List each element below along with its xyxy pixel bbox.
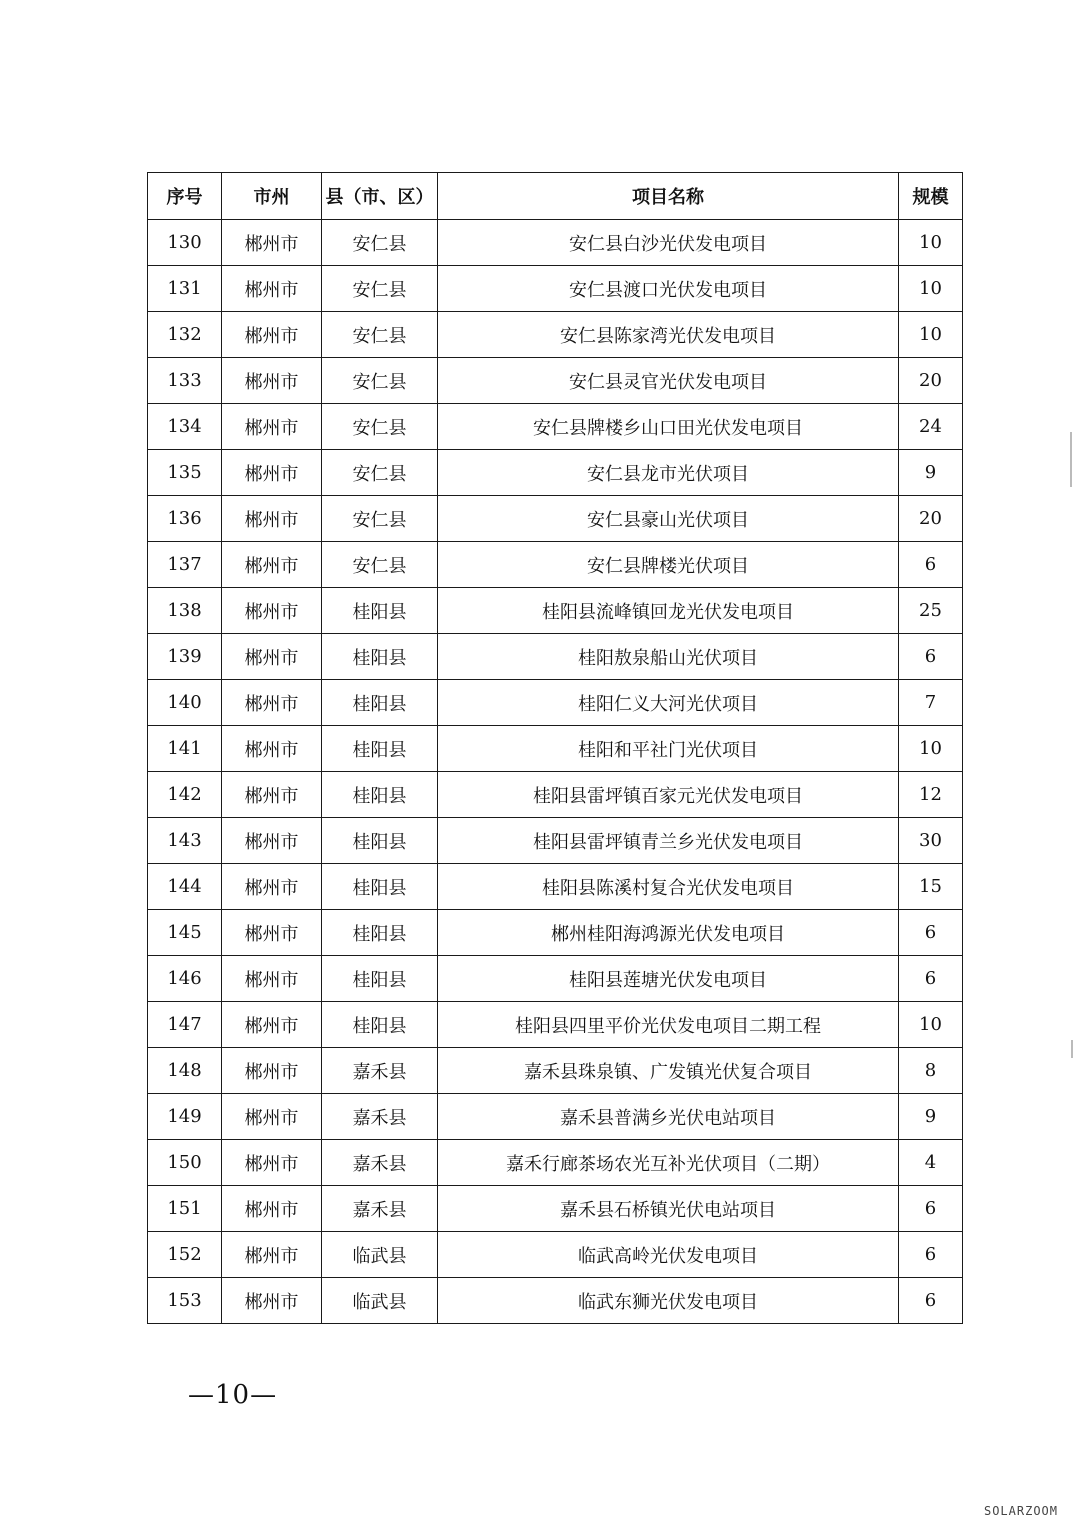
table-row (148, 1232, 963, 1278)
table-row (148, 220, 963, 266)
cell-project-name: 桂阳县莲塘光伏发电项目 (438, 956, 899, 1002)
cell-city: 郴州市 (222, 404, 322, 450)
cell-county: 桂阳县 (322, 680, 438, 726)
cell-serial: 149 (148, 1094, 222, 1140)
scan-edge-mark (1071, 1040, 1073, 1058)
cell-county: 桂阳县 (322, 588, 438, 634)
header-city: 市州 (222, 173, 322, 220)
cell-city: 郴州市 (222, 772, 322, 818)
cell-serial: 145 (148, 910, 222, 956)
cell-serial: 146 (148, 956, 222, 1002)
cell-county: 临武县 (322, 1278, 438, 1324)
header-serial: 序号 (148, 173, 222, 220)
cell-serial: 132 (148, 312, 222, 358)
watermark: SOLARZOOM (983, 1504, 1058, 1518)
cell-county: 桂阳县 (322, 910, 438, 956)
cell-city: 郴州市 (222, 818, 322, 864)
cell-serial: 148 (148, 1048, 222, 1094)
cell-scale: 6 (899, 1278, 963, 1324)
header-row (148, 173, 963, 220)
cell-project-name: 安仁县渡口光伏发电项目 (438, 266, 899, 312)
cell-project-name: 桂阳县流峰镇回龙光伏发电项目 (438, 588, 899, 634)
cell-serial: 150 (148, 1140, 222, 1186)
cell-scale: 10 (899, 1002, 963, 1048)
table-row (148, 1002, 963, 1048)
cell-scale: 30 (899, 818, 963, 864)
cell-city: 郴州市 (222, 726, 322, 772)
table-body (148, 220, 963, 1324)
cell-serial: 141 (148, 726, 222, 772)
cell-scale: 6 (899, 1186, 963, 1232)
cell-city: 郴州市 (222, 1094, 322, 1140)
cell-county: 安仁县 (322, 312, 438, 358)
table-row (148, 542, 963, 588)
cell-county: 安仁县 (322, 266, 438, 312)
header-county: 县（市、区） (322, 173, 438, 220)
page-number: —10— (188, 1380, 278, 1410)
table-row (148, 818, 963, 864)
cell-scale: 6 (899, 956, 963, 1002)
cell-city: 郴州市 (222, 1232, 322, 1278)
cell-county: 桂阳县 (322, 956, 438, 1002)
cell-county: 安仁县 (322, 404, 438, 450)
cell-serial: 136 (148, 496, 222, 542)
cell-city: 郴州市 (222, 1140, 322, 1186)
cell-scale: 20 (899, 496, 963, 542)
cell-scale: 6 (899, 542, 963, 588)
cell-serial: 140 (148, 680, 222, 726)
cell-serial: 130 (148, 220, 222, 266)
cell-county: 安仁县 (322, 220, 438, 266)
cell-serial: 142 (148, 772, 222, 818)
table-row (148, 910, 963, 956)
cell-county: 嘉禾县 (322, 1048, 438, 1094)
cell-serial: 138 (148, 588, 222, 634)
cell-scale: 15 (899, 864, 963, 910)
cell-city: 郴州市 (222, 312, 322, 358)
cell-serial: 137 (148, 542, 222, 588)
cell-county: 嘉禾县 (322, 1094, 438, 1140)
table-row (148, 1140, 963, 1186)
table-row (148, 312, 963, 358)
cell-scale: 12 (899, 772, 963, 818)
table-row (148, 1094, 963, 1140)
cell-city: 郴州市 (222, 864, 322, 910)
cell-serial: 131 (148, 266, 222, 312)
cell-county: 桂阳县 (322, 864, 438, 910)
table-row (148, 496, 963, 542)
cell-city: 郴州市 (222, 588, 322, 634)
table-header (148, 173, 963, 220)
cell-scale: 6 (899, 634, 963, 680)
cell-city: 郴州市 (222, 266, 322, 312)
cell-scale: 9 (899, 450, 963, 496)
cell-serial: 152 (148, 1232, 222, 1278)
cell-county: 临武县 (322, 1232, 438, 1278)
cell-county: 桂阳县 (322, 634, 438, 680)
table-row (148, 864, 963, 910)
cell-serial: 144 (148, 864, 222, 910)
cell-project-name: 桂阳县四里平价光伏发电项目二期工程 (438, 1002, 899, 1048)
cell-county: 嘉禾县 (322, 1186, 438, 1232)
cell-project-name: 桂阳和平社门光伏项目 (438, 726, 899, 772)
cell-county: 安仁县 (322, 450, 438, 496)
cell-scale: 9 (899, 1094, 963, 1140)
cell-county: 桂阳县 (322, 1002, 438, 1048)
table-row (148, 726, 963, 772)
cell-city: 郴州市 (222, 542, 322, 588)
cell-scale: 6 (899, 910, 963, 956)
project-table (147, 172, 963, 1324)
cell-scale: 20 (899, 358, 963, 404)
cell-project-name: 桂阳县雷坪镇青兰乡光伏发电项目 (438, 818, 899, 864)
cell-project-name: 郴州桂阳海鸿源光伏发电项目 (438, 910, 899, 956)
cell-city: 郴州市 (222, 1048, 322, 1094)
cell-county: 安仁县 (322, 542, 438, 588)
cell-project-name: 嘉禾县石桥镇光伏电站项目 (438, 1186, 899, 1232)
cell-project-name: 嘉禾行廊茶场农光互补光伏项目（二期） (438, 1140, 899, 1186)
scan-edge-mark (1070, 432, 1072, 487)
cell-project-name: 安仁县豪山光伏项目 (438, 496, 899, 542)
cell-project-name: 安仁县牌楼乡山口田光伏发电项目 (438, 404, 899, 450)
cell-county: 安仁县 (322, 358, 438, 404)
cell-serial: 147 (148, 1002, 222, 1048)
cell-city: 郴州市 (222, 358, 322, 404)
cell-project-name: 桂阳仁义大河光伏项目 (438, 680, 899, 726)
header-project-name: 项目名称 (438, 173, 899, 220)
cell-city: 郴州市 (222, 1278, 322, 1324)
cell-county: 桂阳县 (322, 772, 438, 818)
cell-city: 郴州市 (222, 1002, 322, 1048)
cell-serial: 151 (148, 1186, 222, 1232)
cell-serial: 143 (148, 818, 222, 864)
table-row (148, 404, 963, 450)
cell-scale: 10 (899, 266, 963, 312)
cell-serial: 133 (148, 358, 222, 404)
cell-serial: 153 (148, 1278, 222, 1324)
cell-scale: 6 (899, 1232, 963, 1278)
table-row (148, 588, 963, 634)
cell-scale: 24 (899, 404, 963, 450)
cell-project-name: 临武东狮光伏发电项目 (438, 1278, 899, 1324)
table-row (148, 634, 963, 680)
cell-city: 郴州市 (222, 496, 322, 542)
header-scale: 规模 (899, 173, 963, 220)
cell-project-name: 安仁县白沙光伏发电项目 (438, 220, 899, 266)
table-row (148, 266, 963, 312)
cell-county: 桂阳县 (322, 818, 438, 864)
cell-city: 郴州市 (222, 956, 322, 1002)
cell-county: 安仁县 (322, 496, 438, 542)
cell-serial: 134 (148, 404, 222, 450)
cell-scale: 10 (899, 726, 963, 772)
cell-city: 郴州市 (222, 910, 322, 956)
cell-project-name: 安仁县龙市光伏项目 (438, 450, 899, 496)
table-row (148, 680, 963, 726)
cell-project-name: 桂阳县陈溪村复合光伏发电项目 (438, 864, 899, 910)
cell-serial: 135 (148, 450, 222, 496)
table-row (148, 1048, 963, 1094)
table-row (148, 1186, 963, 1232)
table-row (148, 450, 963, 496)
cell-project-name: 桂阳县雷坪镇百家元光伏发电项目 (438, 772, 899, 818)
cell-project-name: 嘉禾县普满乡光伏电站项目 (438, 1094, 899, 1140)
cell-project-name: 嘉禾县珠泉镇、广发镇光伏复合项目 (438, 1048, 899, 1094)
cell-scale: 8 (899, 1048, 963, 1094)
cell-city: 郴州市 (222, 634, 322, 680)
cell-county: 嘉禾县 (322, 1140, 438, 1186)
cell-project-name: 安仁县陈家湾光伏发电项目 (438, 312, 899, 358)
table-row (148, 772, 963, 818)
table-row (148, 1278, 963, 1324)
table-row (148, 956, 963, 1002)
cell-scale: 10 (899, 312, 963, 358)
cell-city: 郴州市 (222, 680, 322, 726)
cell-scale: 4 (899, 1140, 963, 1186)
cell-county: 桂阳县 (322, 726, 438, 772)
cell-project-name: 安仁县牌楼光伏项目 (438, 542, 899, 588)
cell-project-name: 安仁县灵官光伏发电项目 (438, 358, 899, 404)
cell-scale: 25 (899, 588, 963, 634)
cell-scale: 10 (899, 220, 963, 266)
cell-city: 郴州市 (222, 450, 322, 496)
cell-city: 郴州市 (222, 220, 322, 266)
cell-city: 郴州市 (222, 1186, 322, 1232)
cell-scale: 7 (899, 680, 963, 726)
cell-serial: 139 (148, 634, 222, 680)
table-row (148, 358, 963, 404)
cell-project-name: 桂阳敖泉船山光伏项目 (438, 634, 899, 680)
cell-project-name: 临武高岭光伏发电项目 (438, 1232, 899, 1278)
